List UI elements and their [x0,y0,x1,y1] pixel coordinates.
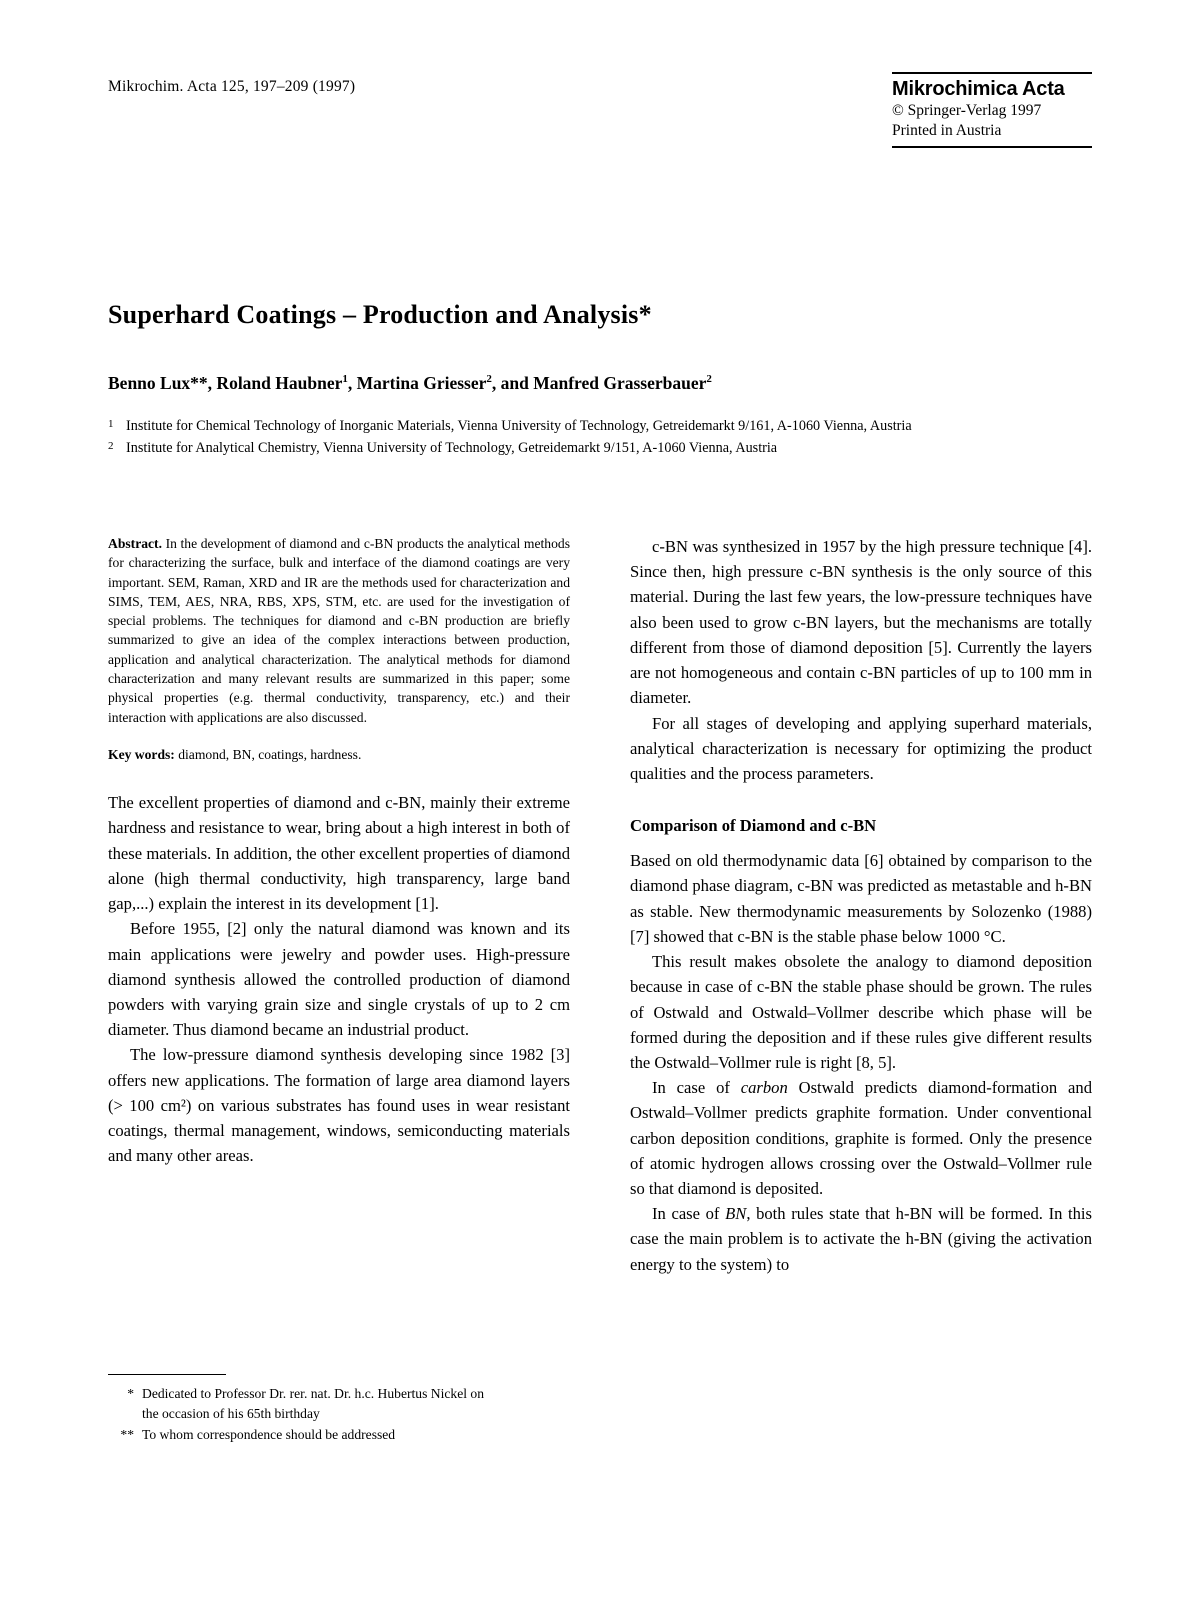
paragraph: The excellent properties of diamond and c-BN, mainly their extreme hardness and resistance to wear, bring about a high interest in both of these materials. In addition, the other excellent properties of diamond alone (high thermal conductivity, high transparency, large band gap,...) explain the interest in its development [1]. [108,793,570,914]
keywords-block [108,745,570,764]
keywords-label: Key words: [108,746,175,762]
affiliation-text: Institute for Analytical Chemistry, Vienna University of Technology, Getreidemarkt 9/151, A-1060 Vienna, Austria [126,440,778,456]
journal-copyright: © Springer-Verlag 1997 [892,102,1042,119]
footnote-line: To whom correspondence should be addressed [142,1427,396,1443]
abstract-block [108,534,570,727]
affiliation-list [108,415,1098,459]
affiliation-number: 1 [108,418,114,430]
footnote-block [108,1374,570,1447]
journal-name: Mikrochimica Acta [892,78,1065,100]
footnote-text [142,1384,570,1423]
affiliation-item [108,437,1098,459]
footnote-line: the occasion of his 65th birthday [142,1405,320,1421]
paragraph: In case of BN, both rules state that h-BN will be formed. In this case the main problem is to activate the h-BN (giving the activation energy to the system) to [630,1204,1092,1274]
running-head: Mikrochim. Acta 125, 197–209 (1997) [108,78,356,95]
affiliation-number: 2 [108,440,114,452]
keywords-text: diamond, BN, coatings, hardness. [174,746,362,762]
paragraph: For all stages of developing and applying superhard materials, analytical characterization is necessary for optimizing the product qualities and the process parameters. [630,713,1092,783]
paragraph: Before 1955, [2] only the natural diamond was known and its main applications were jewelry and powder uses. High-pressure diamond synthesis allowed the controlled production of diamond powders with varying grain size and single crystals of up to 2 cm diameter. Thus diamond became an industrial product. [108,919,570,1040]
footnote-rule [108,1374,226,1375]
paragraph: In case of carbon Ostwald predicts diamond-formation and Ostwald–Vollmer predicts graphite formation. Under conventional carbon deposition conditions, graphite is formed. Only the presence of atomic hydrogen allows crossing over the Ostwald–Vollmer rule so that diamond is deposited. [630,1078,1092,1199]
paragraph: Based on old thermodynamic data [6] obtained by comparison to the diamond phase diagram, c-BN was predicted as metastable and h-BN as stable. New thermodynamic measurements by Solozenko (1988) [7] showed that c-BN is the stable phase below 1000 °C. [630,851,1092,946]
paragraph: The low-pressure diamond synthesis developing since 1982 [3] offers new applications. The formation of large area diamond layers (> 100 cm²) on various substrates has found uses in wear resistant coatings, thermal management, windows, semiconducting materials and many other areas. [108,1045,570,1166]
footnote-line: Dedicated to Professor Dr. rer. nat. Dr. h.c. Hubertus Nickel on [142,1386,485,1401]
right-column [630,534,1092,1277]
masthead-rule-bottom [892,146,1092,148]
right-body-text-top [630,534,1092,786]
footnote-item [108,1425,570,1445]
left-body-text [108,790,570,1168]
abstract-text: In the development of diamond and c-BN products the analytical methods for characterizing the surface, bulk and interface of the diamond coatings are very important. SEM, Raman, XRD and IR are the methods used for characterization and SIMS, TEM, AES, NRA, RBS, XPS, STM, etc. are used for the investigation of special problems. The techniques for diamond and c-BN production are briefly summarized to give an idea of the complex interactions between production, application and analytical characterization. The analytical methods for diamond characterization and many relevant results are summarized in this paper; some physical properties (e.g. thermal conductivity, transparency, etc.) and their interaction with applications are also discussed. [108,536,570,725]
paragraph: This result makes obsolete the analogy to diamond deposition because in case of c-BN the stable phase should be grown. The rules of Ostwald and Ostwald–Vollmer describe which phase will be formed during the deposition and if these rules give different results the Ostwald–Vollmer rule is right [8, 5]. [630,952,1092,1072]
left-column [108,534,570,1169]
footnote-item [108,1384,570,1423]
section-heading: Comparison of Diamond and c-BN [630,816,877,836]
footnote-mark: ** [120,1427,134,1443]
journal-printed-in: Printed in Austria [892,121,1002,139]
abstract-label: Abstract. [108,536,162,551]
right-body-text-bottom [630,848,1092,1277]
author-list: Benno Lux**, Roland Haubner$^1$, Martina Griesser$^2$, and Manfred Grasserbauer$^2$ [108,373,712,393]
paragraph: c-BN was synthesized in 1957 by the high pressure technique [4]. Since then, high pressure c-BN synthesis is the only source of this material. During the last few years, the low-pressure techniques have also been used to grow c-BN layers, but the mechanisms are totally different from those of diamond deposition [5]. Currently the layers are not homogeneous and contain c-BN particles of up to 100 mm in diameter. [630,537,1092,708]
affiliation-text: Institute for Chemical Technology of Inorganic Materials, Vienna University of Technology, Getreidemarkt 9/161, A-1060 Vienna, Austria [126,418,912,434]
footnote-mark: * [127,1386,134,1401]
journal-masthead [892,72,1092,148]
affiliation-item [108,415,1098,437]
footnote-text [142,1425,570,1445]
page-title: Superhard Coatings – Production and Analysis* [108,300,652,329]
masthead-rule-top [892,72,1092,74]
